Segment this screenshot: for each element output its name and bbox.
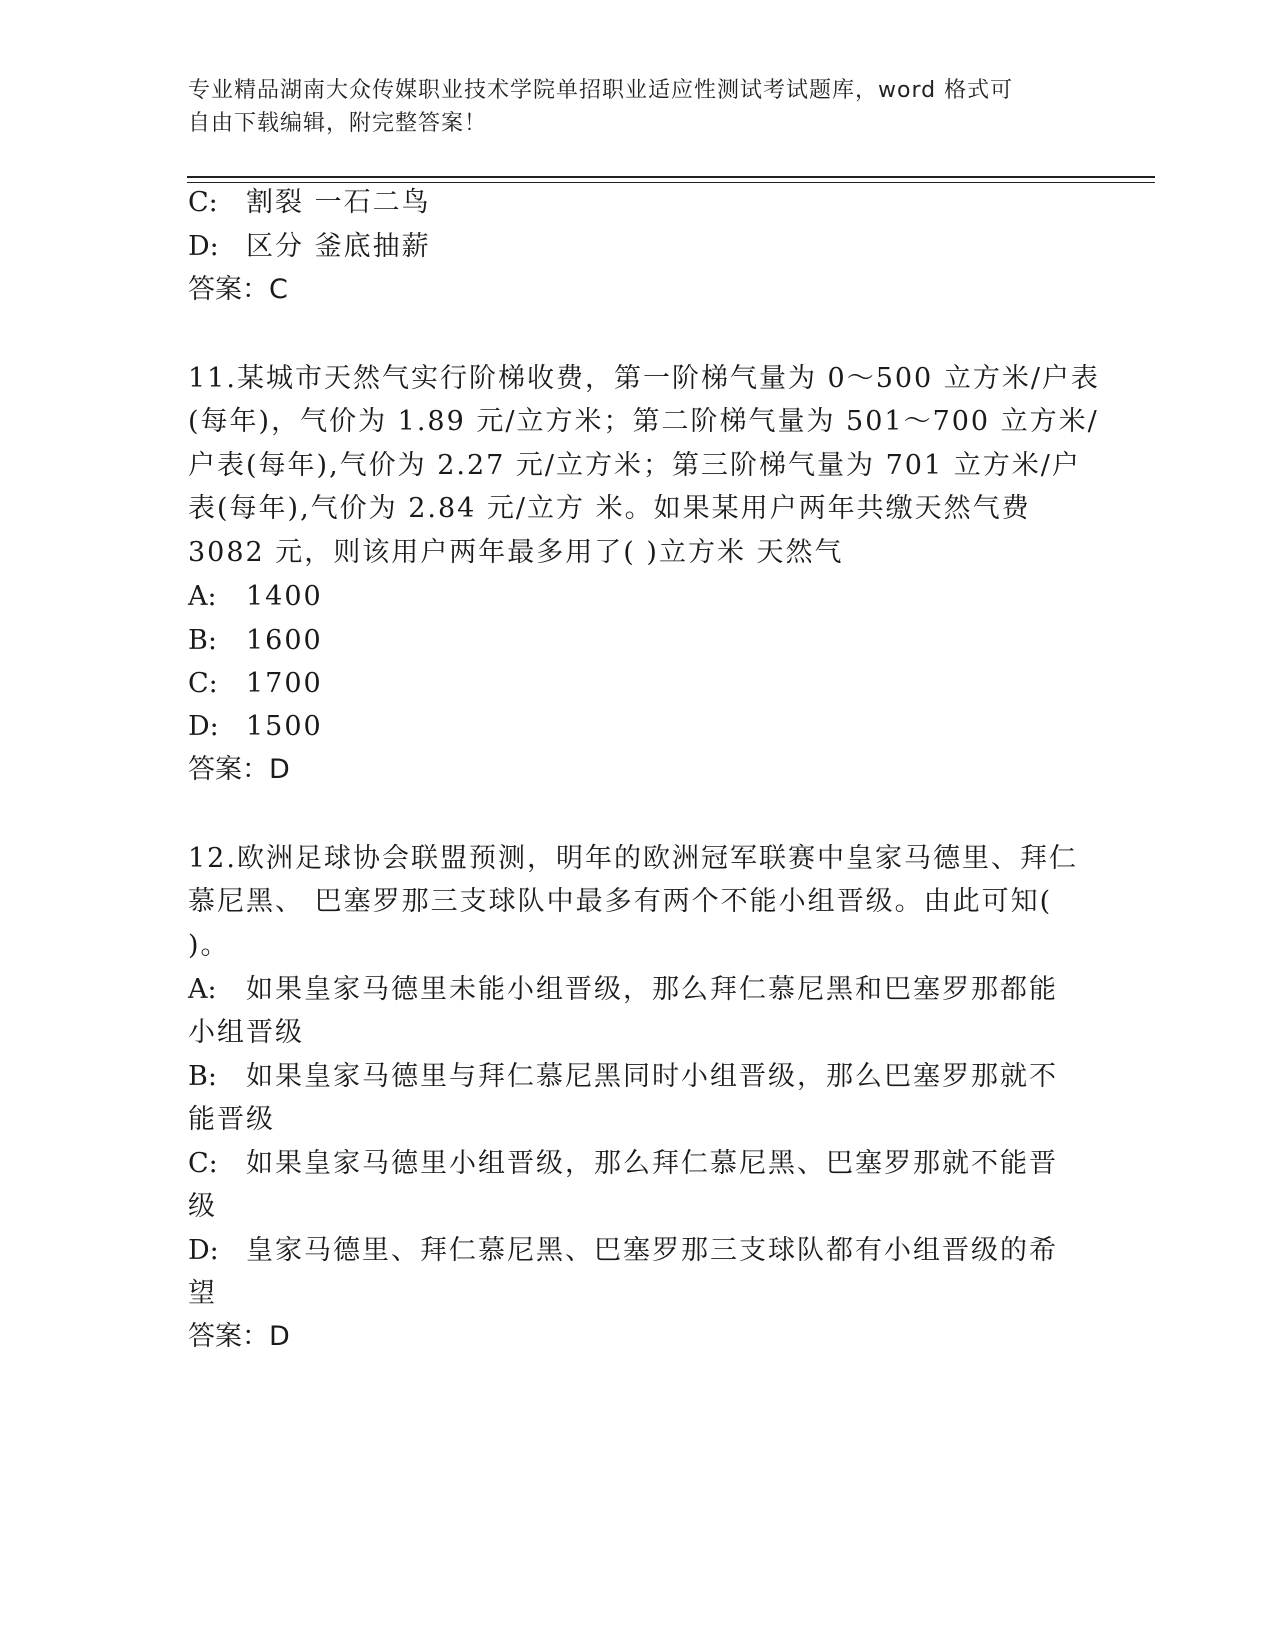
q12-option-b-cont: 能晋级 xyxy=(188,1104,275,1135)
option-key: B: xyxy=(188,1061,217,1092)
header-rule-thick xyxy=(187,176,1155,178)
page-header xyxy=(188,74,1088,140)
option-key: A: xyxy=(188,974,217,1005)
option-text: 如果皇家马德里未能小组晋级，那么拜仁慕尼黑和巴塞罗那都能 xyxy=(246,974,1058,1005)
q11-option-c xyxy=(188,667,323,701)
q11-option-d xyxy=(188,710,323,744)
q12-line-2: 慕尼黑、 巴塞罗那三支球队中最多有两个不能小组晋级。由此可知( xyxy=(188,886,1053,917)
q11-answer: 答案：D xyxy=(188,754,290,785)
q12-line-1: 12.欧洲足球协会联盟预测，明年的欧洲冠军联赛中皇家马德里、拜仁 xyxy=(188,843,1078,874)
q12-line-3: )。 xyxy=(188,930,230,961)
option-key: D: xyxy=(188,231,219,262)
q12-option-c-cont: 级 xyxy=(188,1191,217,1222)
q11-option-a xyxy=(188,580,323,614)
prev-option-c xyxy=(188,186,431,220)
q11-line-3: 户表(每年),气价为 2.27 元/立方米；第三阶梯气量为 701 立方米/户 xyxy=(188,450,1081,481)
q12-option-c xyxy=(188,1147,1058,1181)
option-key: B: xyxy=(188,625,217,656)
option-text: 割裂 一石二鸟 xyxy=(246,187,431,218)
option-key: A: xyxy=(188,581,217,612)
option-text: 1400 xyxy=(246,581,323,612)
q11-line-4: 表(每年),气价为 2.84 元/立方 米。如果某用户两年共缴天然气费 xyxy=(188,493,1031,524)
header-line-1: 专业精品湖南大众传媒职业技术学院单招职业适应性测试考试题库，word 格式可 xyxy=(188,78,1014,103)
q11-line-5: 3082 元，则该用户两年最多用了( )立方米 天然气 xyxy=(188,537,844,568)
option-text: 1500 xyxy=(246,711,323,742)
q12-option-b xyxy=(188,1060,1058,1094)
option-text: 1600 xyxy=(246,625,323,656)
option-key: D: xyxy=(188,711,219,742)
q12-option-d xyxy=(188,1234,1058,1268)
option-text: 如果皇家马德里小组晋级，那么拜仁慕尼黑、巴塞罗那就不能晋 xyxy=(246,1148,1058,1179)
option-key: D: xyxy=(188,1235,219,1266)
option-key: C: xyxy=(188,668,218,699)
option-text: 如果皇家马德里与拜仁慕尼黑同时小组晋级，那么巴塞罗那就不 xyxy=(246,1061,1058,1092)
header-rule-thin xyxy=(187,182,1155,183)
prev-answer: 答案：C xyxy=(188,274,288,305)
option-key: C: xyxy=(188,1148,218,1179)
header-line-2: 自由下载编辑，附完整答案！ xyxy=(188,111,488,136)
q12-option-a xyxy=(188,973,1058,1007)
option-text: 1700 xyxy=(246,668,323,699)
prev-option-d xyxy=(188,230,431,264)
q12-option-a-cont: 小组晋级 xyxy=(188,1017,304,1048)
q11-line-2: (每年)，气价为 1.89 元/立方米；第二阶梯气量为 501～700 立方米/ xyxy=(188,406,1099,437)
option-key: C: xyxy=(188,187,218,218)
q11-line-1: 11.某城市天然气实行阶梯收费，第一阶梯气量为 0～500 立方米/户表 xyxy=(188,363,1100,394)
option-text: 皇家马德里、拜仁慕尼黑、巴塞罗那三支球队都有小组晋级的希 xyxy=(246,1235,1058,1266)
q11-option-b xyxy=(188,624,323,658)
q12-option-d-cont: 望 xyxy=(188,1278,217,1309)
option-text: 区分 釜底抽薪 xyxy=(246,231,431,262)
q12-answer: 答案：D xyxy=(188,1321,290,1352)
